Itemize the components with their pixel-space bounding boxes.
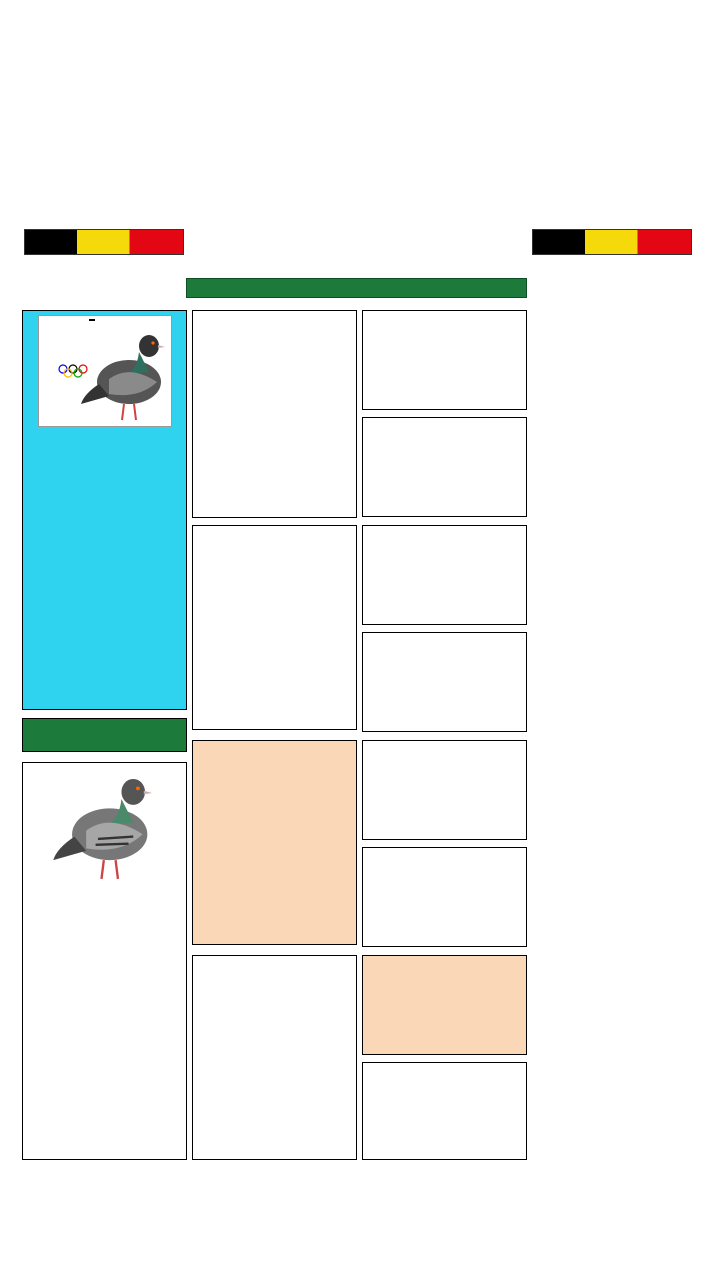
g3c-card: [362, 525, 527, 625]
gp4-card: [192, 955, 357, 1160]
mother-card: [22, 762, 187, 1160]
belgian-flag-left: [24, 229, 184, 255]
g3d-card: [362, 632, 527, 732]
g3e-card: [362, 740, 527, 840]
father-card: [22, 310, 187, 710]
father-photo: [38, 315, 172, 427]
belgian-flag-right: [532, 229, 692, 255]
pedigree-bar: [186, 278, 527, 298]
father-photo-ring: [89, 319, 95, 321]
g3h-card: [362, 1062, 527, 1160]
g3g-card: [362, 955, 527, 1055]
gp2-card: [192, 525, 357, 730]
g3a-card: [362, 310, 527, 410]
pigeon-icon: [79, 324, 171, 426]
gp1-card: [192, 310, 357, 518]
g3b-card: [362, 417, 527, 517]
pigeon-icon: [45, 766, 165, 886]
subject-card: [22, 718, 187, 752]
gp3-card: [192, 740, 357, 945]
g3f-card: [362, 847, 527, 947]
